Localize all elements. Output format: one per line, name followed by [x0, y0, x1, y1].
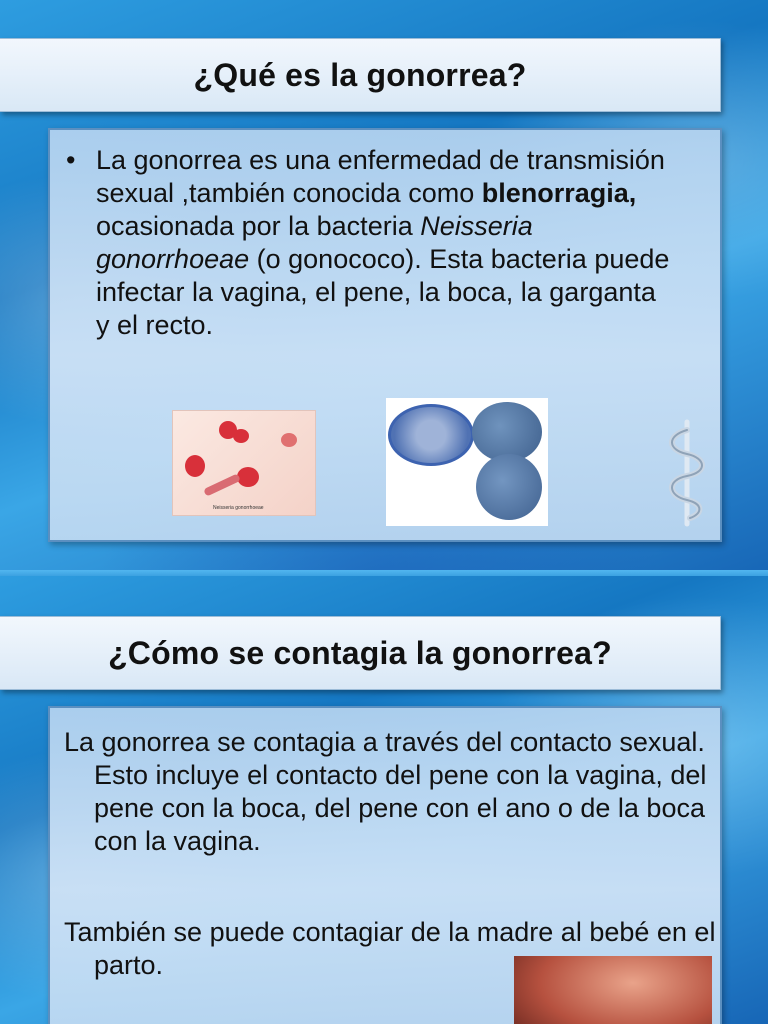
bacteria-micrograph-image — [172, 410, 316, 516]
slide-2-content-box — [48, 706, 722, 1024]
slide-1-title-bar — [0, 38, 721, 112]
slide-1-title: ¿Qué es la gonorrea? — [193, 56, 527, 93]
diplococcus-cell-bottom — [476, 454, 542, 520]
caduceus-icon — [660, 416, 714, 528]
text-segment: (o gonococo). Esta bacteria puede infectar la vagina, el pene, la boca, la garganta y el recto. — [96, 244, 670, 340]
slide-1-content-box — [48, 128, 722, 542]
contagion-paragraph: La gonorrea se contagia a través del contacto sexual. Esto incluye el contacto del pene con la vagina, del pene con la boca, del pene con el ano o de la boca con la vagina. — [64, 727, 707, 856]
slide-2 — [0, 576, 768, 1024]
bullet-dot: • — [66, 145, 76, 175]
infection-photo-image — [514, 956, 712, 1024]
slide-2-title: ¿Cómo se contagia la gonorrea? — [108, 634, 612, 671]
bullet-item — [66, 144, 676, 342]
definition-paragraph — [96, 144, 676, 342]
mother-to-baby-paragraph: También se puede contagiar de la madre al bebé en el parto. — [64, 917, 716, 980]
bold-term: blenorragia, — [481, 178, 637, 208]
diplococcus-cell-top — [472, 402, 542, 462]
text-segment: ocasionada por la bacteria — [96, 211, 421, 241]
gonococcus-image — [386, 398, 548, 526]
microscope-view — [388, 404, 474, 466]
italic-term: Neisseria gonorrhoeae — [96, 211, 533, 274]
slide-2-title-bar — [0, 616, 721, 690]
image-caption: Neisseria gonorrhoeae — [213, 505, 264, 511]
text-segment: La gonorrea es una enfermedad de transmisión sexual ,también conocida como — [96, 145, 665, 208]
